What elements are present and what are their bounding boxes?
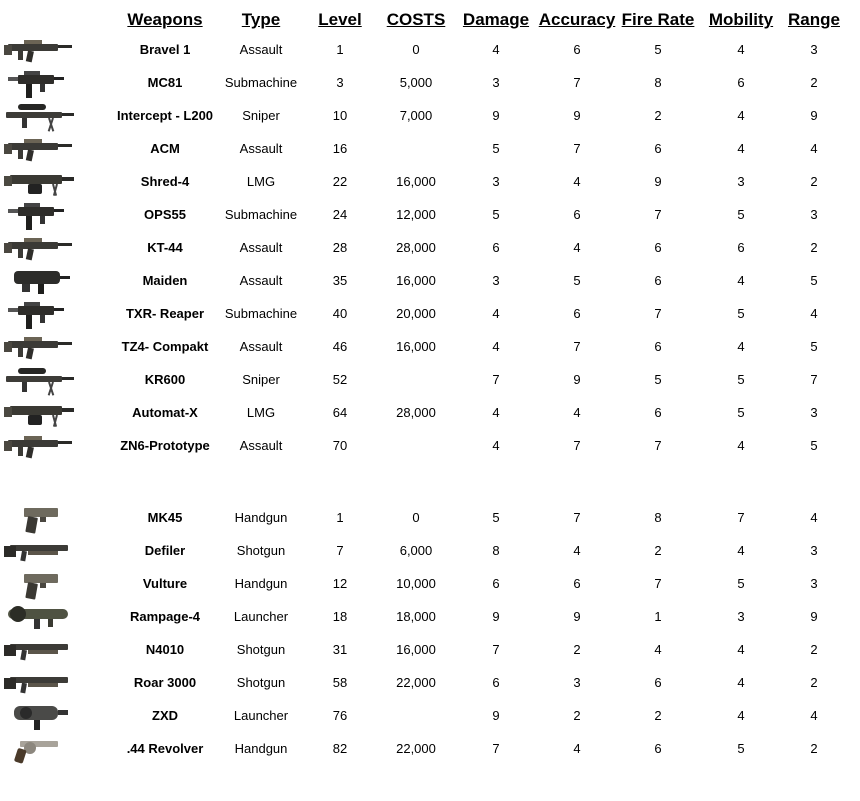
weapon-range: 5 (810, 339, 818, 354)
weapon-fire-rate: 2 (654, 108, 662, 123)
weapon-mobility: 5 (737, 405, 745, 420)
table-row (0, 733, 860, 766)
weapon-name: TZ4- Compakt (121, 339, 209, 354)
weapon-type: Sniper (242, 372, 280, 387)
weapon-mobility: 4 (737, 141, 745, 156)
weapon-mobility: 4 (737, 42, 745, 57)
weapon-level: 31 (332, 642, 348, 657)
weapon-range: 3 (810, 543, 818, 558)
weapon-fire-rate: 4 (654, 642, 662, 657)
weapon-accuracy: 6 (573, 576, 581, 591)
weapon-range: 4 (810, 306, 818, 321)
weapon-damage: 9 (492, 108, 500, 123)
weapon-name: Shred-4 (140, 174, 190, 189)
table-row (0, 133, 860, 166)
weapon-name: KR600 (144, 372, 186, 387)
weapon-accuracy: 7 (573, 339, 581, 354)
weapon-mobility: 4 (737, 339, 745, 354)
weapon-name: .44 Revolver (126, 741, 204, 756)
table-row (0, 265, 860, 298)
weapon-name: Bravel 1 (139, 42, 191, 57)
weapon-range: 9 (810, 108, 818, 123)
table-row (0, 199, 860, 232)
weapon-name: Roar 3000 (133, 675, 197, 690)
weapon-accuracy: 4 (573, 405, 581, 420)
weapon-mobility: 4 (737, 642, 745, 657)
weapon-level: 46 (332, 339, 348, 354)
weapon-range: 4 (810, 510, 818, 525)
weapon-type: Submachine (224, 306, 298, 321)
weapon-accuracy: 6 (573, 42, 581, 57)
shotgun-icon (4, 632, 76, 668)
weapon-fire-rate: 7 (654, 576, 662, 591)
table-row (0, 502, 860, 535)
weapon-accuracy: 2 (573, 642, 581, 657)
weapon-damage: 7 (492, 372, 500, 387)
weapon-mobility: 6 (737, 240, 745, 255)
weapon-fire-rate: 7 (654, 207, 662, 222)
weapon-mobility: 5 (737, 207, 745, 222)
weapon-mobility: 5 (737, 306, 745, 321)
weapon-range: 3 (810, 207, 818, 222)
assault-rifle-icon (4, 230, 76, 266)
header-weapons: Weapons (127, 10, 203, 29)
weapon-type: Handgun (234, 741, 288, 756)
weapon-level: 1 (336, 510, 344, 525)
weapon-range: 2 (810, 642, 818, 657)
bullpup-rifle-icon (4, 263, 76, 299)
weapon-damage: 8 (492, 543, 500, 558)
weapon-range: 7 (810, 372, 818, 387)
table-row (0, 100, 860, 133)
weapon-type: Assault (239, 141, 283, 156)
weapon-accuracy: 9 (573, 108, 581, 123)
header-costs: COSTS (386, 10, 446, 29)
table-row (0, 535, 860, 568)
weapon-fire-rate: 8 (654, 75, 662, 90)
weapon-cost: 28,000 (396, 405, 436, 420)
weapon-mobility: 4 (737, 273, 745, 288)
header-accuracy: Accuracy (538, 10, 616, 29)
submachine-gun-icon (4, 65, 76, 101)
weapon-type: Assault (239, 273, 283, 288)
weapon-damage: 4 (492, 339, 500, 354)
weapon-type: Submachine (224, 75, 298, 90)
weapon-fire-rate: 7 (654, 438, 662, 453)
weapon-accuracy: 9 (573, 609, 581, 624)
weapon-fire-rate: 8 (654, 510, 662, 525)
weapon-accuracy: 7 (573, 510, 581, 525)
weapon-range: 2 (810, 240, 818, 255)
header-damage: Damage (462, 10, 530, 29)
weapon-level: 22 (332, 174, 348, 189)
weapon-damage: 5 (492, 510, 500, 525)
weapon-damage: 6 (492, 675, 500, 690)
weapon-fire-rate: 5 (654, 42, 662, 57)
weapon-cost: 22,000 (396, 675, 436, 690)
weapon-range: 2 (810, 675, 818, 690)
weapon-type: Handgun (234, 576, 288, 591)
weapon-mobility: 5 (737, 576, 745, 591)
weapon-type: Handgun (234, 510, 288, 525)
weapon-range: 5 (810, 273, 818, 288)
assault-rifle-icon (4, 131, 76, 167)
weapon-cost: 10,000 (396, 576, 436, 591)
weapon-damage: 5 (492, 141, 500, 156)
rocket-launcher-icon (4, 599, 76, 635)
revolver-icon (4, 731, 76, 767)
weapon-level: 24 (332, 207, 348, 222)
weapon-damage: 7 (492, 642, 500, 657)
table-row (0, 700, 860, 733)
weapon-range: 5 (810, 438, 818, 453)
weapon-name: ZN6-Prototype (120, 438, 210, 453)
weapon-level: 76 (332, 708, 348, 723)
submachine-gun-icon (4, 296, 76, 332)
submachine-gun-icon (4, 197, 76, 233)
weapon-level: 70 (332, 438, 348, 453)
weapon-name: Automat-X (132, 405, 198, 420)
sniper-rifle-icon (4, 98, 76, 134)
weapon-accuracy: 6 (573, 306, 581, 321)
table-row (0, 397, 860, 430)
weapon-type: Shotgun (236, 675, 286, 690)
weapon-mobility: 4 (737, 708, 745, 723)
weapon-name: Vulture (142, 576, 188, 591)
weapon-cost: 5,000 (399, 75, 433, 90)
weapon-mobility: 4 (737, 108, 745, 123)
assault-rifle-icon (4, 428, 76, 464)
weapon-cost: 28,000 (396, 240, 436, 255)
weapon-damage: 3 (492, 273, 500, 288)
weapon-fire-rate: 6 (654, 141, 662, 156)
table-row (0, 34, 860, 67)
weapon-level: 16 (332, 141, 348, 156)
weapon-accuracy: 2 (573, 708, 581, 723)
weapon-name: N4010 (145, 642, 185, 657)
sniper-rifle-icon (4, 362, 76, 398)
weapon-cost: 16,000 (396, 339, 436, 354)
weapon-type: LMG (246, 405, 276, 420)
weapon-type: LMG (246, 174, 276, 189)
weapon-damage: 6 (492, 240, 500, 255)
table-row (0, 166, 860, 199)
weapon-fire-rate: 6 (654, 273, 662, 288)
weapon-accuracy: 4 (573, 543, 581, 558)
weapon-accuracy: 4 (573, 741, 581, 756)
weapon-fire-rate: 6 (654, 675, 662, 690)
weapon-name: ZXD (152, 708, 178, 723)
weapon-mobility: 7 (737, 510, 745, 525)
weapon-fire-rate: 6 (654, 405, 662, 420)
table-row (0, 298, 860, 331)
weapon-name: MC81 (147, 75, 183, 90)
weapon-type: Assault (239, 240, 283, 255)
weapon-mobility: 6 (737, 75, 745, 90)
header-type: Type (241, 10, 281, 29)
weapon-name: MK45 (147, 510, 183, 525)
pistol-icon (4, 566, 76, 602)
weapon-cost: 16,000 (396, 273, 436, 288)
weapon-accuracy: 7 (573, 141, 581, 156)
weapon-cost: 7,000 (399, 108, 433, 123)
light-machine-gun-icon (4, 164, 76, 200)
assault-rifle-icon (4, 32, 76, 68)
weapon-type: Assault (239, 339, 283, 354)
table-row (0, 667, 860, 700)
weapon-damage: 5 (492, 207, 500, 222)
weapon-damage: 4 (492, 438, 500, 453)
weapon-accuracy: 9 (573, 372, 581, 387)
weapon-name: Intercept - L200 (116, 108, 214, 123)
weapon-cost: 16,000 (396, 174, 436, 189)
weapon-damage: 4 (492, 405, 500, 420)
weapon-range: 3 (810, 405, 818, 420)
weapon-type: Sniper (242, 108, 280, 123)
weapon-level: 58 (332, 675, 348, 690)
weapon-name: TXR- Reaper (125, 306, 205, 321)
weapon-cost: 6,000 (399, 543, 433, 558)
table-row (0, 232, 860, 265)
weapon-level: 18 (332, 609, 348, 624)
weapon-mobility: 4 (737, 675, 745, 690)
table-row (0, 67, 860, 100)
weapon-accuracy: 5 (573, 273, 581, 288)
weapon-name: Maiden (142, 273, 188, 288)
weapon-fire-rate: 5 (654, 372, 662, 387)
assault-rifle-icon (4, 329, 76, 365)
weapon-type: Launcher (233, 609, 289, 624)
weapon-range: 2 (810, 741, 818, 756)
weapon-mobility: 4 (737, 543, 745, 558)
weapon-cost: 18,000 (396, 609, 436, 624)
weapon-damage: 9 (492, 609, 500, 624)
weapon-range: 4 (810, 708, 818, 723)
header-range: Range (788, 10, 840, 29)
weapon-accuracy: 3 (573, 675, 581, 690)
weapon-accuracy: 6 (573, 207, 581, 222)
weapon-fire-rate: 2 (654, 708, 662, 723)
weapon-type: Submachine (224, 207, 298, 222)
weapon-level: 82 (332, 741, 348, 756)
weapon-accuracy: 4 (573, 240, 581, 255)
weapon-level: 35 (332, 273, 348, 288)
weapon-range: 2 (810, 75, 818, 90)
grenade-launcher-icon (4, 698, 76, 734)
weapon-level: 52 (332, 372, 348, 387)
light-machine-gun-icon (4, 395, 76, 431)
header-fire-rate: Fire Rate (621, 10, 695, 29)
weapon-mobility: 3 (737, 609, 745, 624)
weapon-cost: 22,000 (396, 741, 436, 756)
table-row (0, 331, 860, 364)
weapon-cost: 0 (412, 42, 420, 57)
weapon-damage: 3 (492, 75, 500, 90)
shotgun-icon (4, 665, 76, 701)
table-row (0, 634, 860, 667)
weapon-range: 3 (810, 42, 818, 57)
weapon-name: Rampage-4 (129, 609, 201, 624)
weapon-level: 64 (332, 405, 348, 420)
weapon-accuracy: 7 (573, 438, 581, 453)
weapon-cost: 0 (412, 510, 420, 525)
weapon-damage: 4 (492, 42, 500, 57)
table-row (0, 601, 860, 634)
weapon-type: Launcher (233, 708, 289, 723)
weapon-type: Assault (239, 438, 283, 453)
weapon-type: Shotgun (236, 642, 286, 657)
weapon-name: Defiler (144, 543, 186, 558)
weapon-level: 40 (332, 306, 348, 321)
weapon-fire-rate: 2 (654, 543, 662, 558)
weapon-level: 12 (332, 576, 348, 591)
weapon-range: 4 (810, 141, 818, 156)
weapon-fire-rate: 1 (654, 609, 662, 624)
weapon-mobility: 5 (737, 741, 745, 756)
weapon-name: ACM (150, 141, 180, 156)
weapon-level: 3 (336, 75, 344, 90)
table-row (0, 430, 860, 463)
weapon-name: OPS55 (144, 207, 186, 222)
weapon-accuracy: 4 (573, 174, 581, 189)
weapon-type: Assault (239, 42, 283, 57)
table-row (0, 568, 860, 601)
weapon-range: 3 (810, 576, 818, 591)
weapon-cost: 16,000 (396, 642, 436, 657)
weapon-level: 28 (332, 240, 348, 255)
shotgun-icon (4, 533, 76, 569)
weapon-fire-rate: 6 (654, 741, 662, 756)
header-mobility: Mobility (708, 10, 774, 29)
weapon-cost: 12,000 (396, 207, 436, 222)
weapon-name: KT-44 (147, 240, 183, 255)
weapon-range: 9 (810, 609, 818, 624)
weapon-damage: 4 (492, 306, 500, 321)
weapon-fire-rate: 7 (654, 306, 662, 321)
weapon-mobility: 3 (737, 174, 745, 189)
weapon-damage: 7 (492, 741, 500, 756)
weapon-damage: 9 (492, 708, 500, 723)
weapon-type: Shotgun (236, 543, 286, 558)
header-level: Level (318, 10, 362, 29)
weapon-fire-rate: 9 (654, 174, 662, 189)
weapon-damage: 3 (492, 174, 500, 189)
table-row (0, 364, 860, 397)
weapon-mobility: 5 (737, 372, 745, 387)
weapon-cost: 20,000 (396, 306, 436, 321)
weapon-mobility: 4 (737, 438, 745, 453)
pistol-icon (4, 500, 76, 536)
weapon-level: 7 (336, 543, 344, 558)
weapon-accuracy: 7 (573, 75, 581, 90)
weapon-level: 1 (336, 42, 344, 57)
weapon-level: 10 (332, 108, 348, 123)
weapon-fire-rate: 6 (654, 240, 662, 255)
weapon-fire-rate: 6 (654, 339, 662, 354)
weapon-range: 2 (810, 174, 818, 189)
weapon-damage: 6 (492, 576, 500, 591)
